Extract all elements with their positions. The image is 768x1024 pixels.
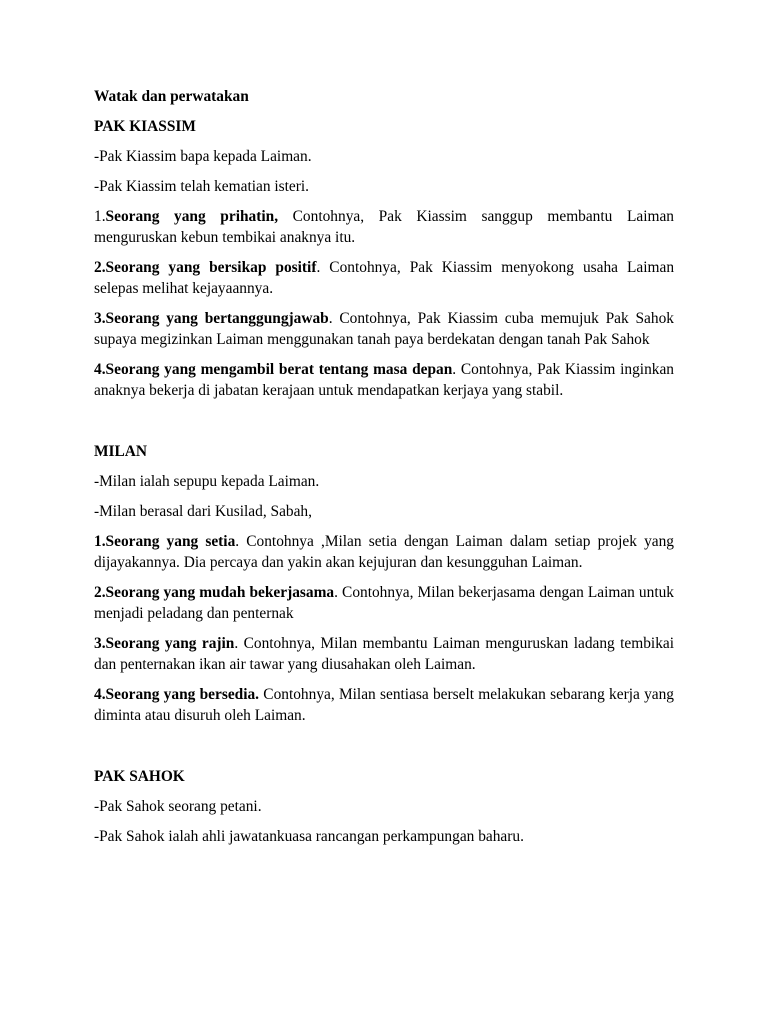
trait-label: Seorang yang bersedia.: [105, 686, 260, 703]
section-heading: MILAN: [94, 443, 148, 460]
trait-number: 1.: [94, 208, 106, 225]
fact-line: -Pak Sahok ialah ahli jawatankuasa rancangan perkampungan baharu.: [94, 828, 524, 845]
section-spacer: [94, 735, 674, 766]
trait-number: 3.: [94, 310, 106, 327]
trait-description: . Contohnya, Milan membantu Laiman menguruskan ladang tembikai dan penternakan ikan air tawar yang diusahakan oleh Laiman.: [94, 635, 674, 673]
trait-label: Seorang yang rajin: [105, 635, 235, 652]
fact-line: -Pak Kiassim bapa kepada Laiman.: [94, 148, 312, 165]
trait-number: 2.: [94, 259, 106, 276]
fact-line: -Pak Kiassim telah kematian isteri.: [94, 178, 309, 195]
section-heading: PAK SAHOK: [94, 768, 185, 785]
trait-description: . Contohnya, Pak Kiassim cuba memujuk Pak Sahok supaya megizinkan Laiman menggunakan tanah paya berdekatan dengan tanah Pak Sahok: [94, 310, 674, 348]
trait-description: . Contohnya ,Milan setia dengan Laiman dalam setiap projek yang dijayakannya. Dia percaya dan yakin akan kejujuran dan kesungguhan Laiman.: [94, 533, 674, 571]
trait-label: Seorang yang mudah bekerjasama: [105, 584, 335, 601]
trait-paragraph: [94, 359, 674, 401]
trait-description: . Contohnya, Pak Kiassim inginkan anaknya bekerja di jabatan kerajaan untuk mendapatkan kerjaya yang stabil.: [94, 361, 675, 399]
fact-line: -Milan ialah sepupu kepada Laiman.: [94, 473, 320, 490]
trait-description: Contohnya, Pak Kiassim sanggup membantu Laiman menguruskan kebun tembikai anaknya itu.: [94, 208, 674, 246]
trait-number: 4.: [94, 686, 106, 703]
trait-label: Seorang yang mengambil berat tentang masa depan: [105, 361, 453, 378]
trait-label: Seorang yang bersikap positif: [105, 259, 317, 276]
trait-number: 4.: [94, 361, 106, 378]
trait-description: . Contohnya, Pak Kiassim menyokong usaha Laiman selepas melihat kejayaannya.: [94, 259, 675, 297]
trait-label: Seorang yang setia: [105, 533, 236, 550]
trait-label: Seorang yang bertanggungjawab: [105, 310, 329, 327]
trait-number: 3.: [94, 635, 106, 652]
trait-description: . Contohnya, Milan bekerjasama dengan Laiman untuk menjadi peladang dan penternak: [94, 584, 674, 622]
trait-paragraph: [94, 684, 674, 726]
trait-paragraph: [94, 582, 674, 624]
fact-line: -Milan berasal dari Kusilad, Sabah,: [94, 503, 312, 520]
section-spacer: [94, 410, 674, 441]
trait-label: Seorang yang prihatin,: [105, 208, 279, 225]
trait-number: 2.: [94, 584, 106, 601]
trait-paragraph: [94, 257, 674, 299]
section-heading: PAK KIASSIM: [94, 118, 196, 135]
trait-paragraph: [94, 308, 674, 350]
fact-line: -Pak Sahok seorang petani.: [94, 798, 262, 815]
trait-number: 1.: [94, 533, 106, 550]
trait-description: Contohnya, Milan sentiasa berselt melakukan sebarang kerja yang diminta atau disuruh oleh Laiman.: [94, 686, 674, 724]
trait-paragraph: [94, 633, 674, 675]
document-body: [94, 116, 674, 847]
trait-paragraph: [94, 531, 674, 573]
trait-paragraph: [94, 206, 674, 248]
document-title: Watak dan perwatakan: [94, 88, 249, 105]
